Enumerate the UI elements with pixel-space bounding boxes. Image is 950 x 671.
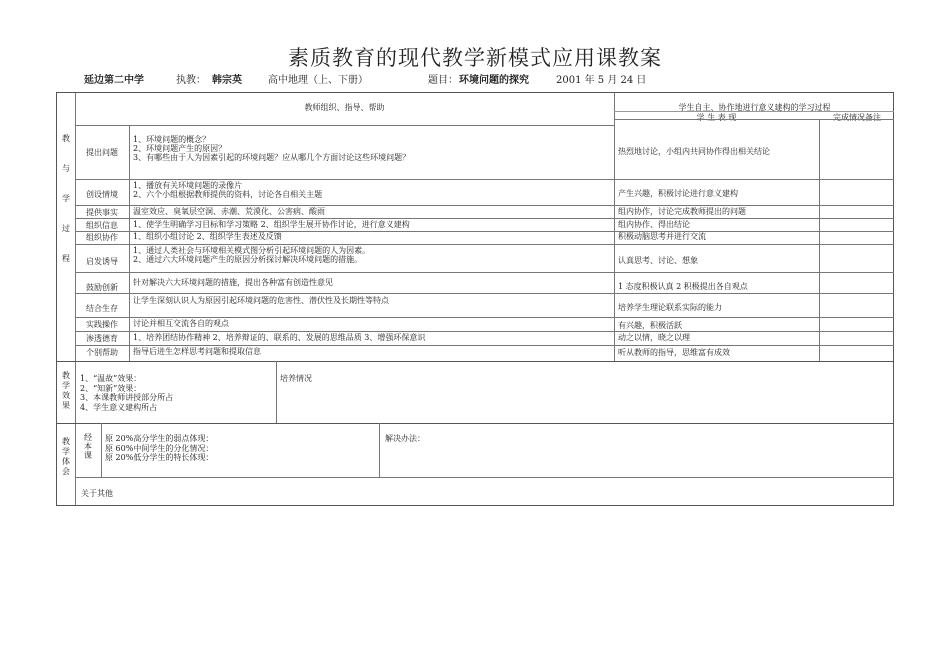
student-performance-header: 学 生 表 现: [696, 113, 737, 122]
step-label: 渗透德育: [86, 334, 118, 343]
student-process-header: 学生自主、协作地进行意义建构的学习过程: [678, 103, 831, 112]
step-label: 创设情境: [86, 190, 118, 199]
step-label: 组织信息: [86, 221, 118, 230]
other-notes: 关于其他: [81, 489, 113, 498]
step-label: 鼓励创新: [86, 283, 118, 292]
step-column-divider: [129, 125, 130, 361]
topic-name: 环境问题的探究: [459, 75, 529, 86]
teacher-name: 韩宗英: [212, 75, 242, 86]
teacher-guidance: 1、组织小组讨论 2、组织学生表述及反馈: [133, 232, 282, 241]
course-name: 高中地理（上、下册）: [268, 75, 368, 86]
student-performance: 有兴趣，积极活跃: [618, 321, 682, 330]
teacher-guidance: 针对解决六大环境问题的措施，提出各种富有创造性意见: [133, 278, 333, 287]
effect-side-label: 教 学 效 果: [62, 371, 70, 410]
teacher-column-header: 教师组织、指导、帮助: [304, 103, 385, 112]
reflection-sub-label: 经 本 课: [84, 433, 92, 460]
step-label: 组织协作: [86, 233, 118, 242]
lesson-plan-table: [56, 92, 894, 506]
student-performance: 1 态度积极认真 2 积极提出各自观点: [618, 282, 748, 291]
teacher-guidance: 温室效应、臭氧层空洞、赤潮、荒漠化、公害病、酸雨: [133, 207, 325, 216]
student-performance: 培养学生理论联系实际的能力: [618, 303, 722, 312]
teacher-guidance: 1、通过人类社会与环境相关模式图分析引起环境问题的人为因素。 2、通过六大环境问题产生的原因分析探讨解决环境问题的措施。: [133, 246, 371, 264]
step-label: 提供事实: [86, 208, 118, 217]
teacher-guidance: 让学生深刻认识人为原因引起环境问题的危害性、潜伏性及长期性等特点: [133, 296, 389, 305]
header-row: [0, 71, 950, 85]
teacher-guidance: 讨论并相互交流各自的观点: [133, 319, 229, 328]
student-performance: 产生兴趣，积极讨论进行意义建构: [618, 189, 738, 198]
document-title: 素质教育的现代教学新模式应用课教案: [288, 46, 662, 70]
process-side-label: 教 与 学 过 程: [62, 134, 70, 263]
student-performance: 组内协作、得出结论: [618, 220, 690, 229]
effect-divider: [276, 361, 277, 423]
step-label: 结合生存: [86, 304, 118, 313]
teacher-guidance: 1、环境问题的概念？ 2、环境问题产生的原因？ 3、有哪些由于人为因素引起的环境问题？应从哪几个方面讨论这些环境问题？: [133, 135, 411, 162]
step-label: 个别帮助: [86, 348, 118, 357]
teacher-guidance: 指导后进生怎样思考问题和提取信息: [133, 347, 261, 356]
teacher-column-divider: [614, 93, 615, 361]
step-label: 实践操作: [86, 320, 118, 329]
teacher-guidance: 1、播放有关环境问题的录像片 2、六个小组根据教师提供的资料，讨论各自相关主题: [133, 181, 323, 199]
student-performance: 积极动脑思考并进行交流: [618, 232, 706, 241]
teacher-guidance: 1、使学生明确学习目标和学习策略 2、组织学生展开协作讨论，进行意义建构: [133, 220, 410, 229]
step-label: 启发诱导: [86, 257, 118, 266]
school-name: 延边第二中学: [84, 75, 144, 86]
student-performance: 认真思考、讨论、想象: [618, 256, 698, 265]
student-performance: 组内协作，讨论完成教师提出的问题: [618, 207, 746, 216]
completion-notes-header: 完成情况备注: [833, 113, 881, 122]
step-label: 提出问题: [86, 148, 118, 157]
reflection-side-label: 教 学 体 会: [62, 437, 70, 476]
lesson-date: 2001 年 5 月 24 日: [556, 75, 647, 86]
student-performance: 听从教师的指导，思维富有成效: [618, 348, 730, 357]
training-status: 培养情况: [280, 374, 312, 383]
effect-items: 1、“温故”效果： 2、“知新”效果： 3、本课教师讲授部分所占 4、学生意义建构所占: [80, 374, 174, 412]
teacher-label: 执教：: [176, 75, 206, 86]
student-group-notes: 原 20%高分学生的弱点体现： 原 60%中间学生的分化情况： 原 20%低分学生的特长体现：: [105, 434, 214, 462]
complete-column-divider: [819, 119, 820, 361]
topic-label: 题目：: [428, 75, 458, 86]
student-performance: 动之以情，晓之以理: [618, 333, 690, 342]
teacher-guidance: 1、培养团结协作精神 2、培养辩证的、联系的、发展的思维品质 3、增强环保意识: [133, 333, 426, 342]
solution-label: 解决办法：: [385, 434, 425, 443]
student-performance: 热烈地讨论，小组内共同协作得出相关结论: [618, 147, 770, 156]
